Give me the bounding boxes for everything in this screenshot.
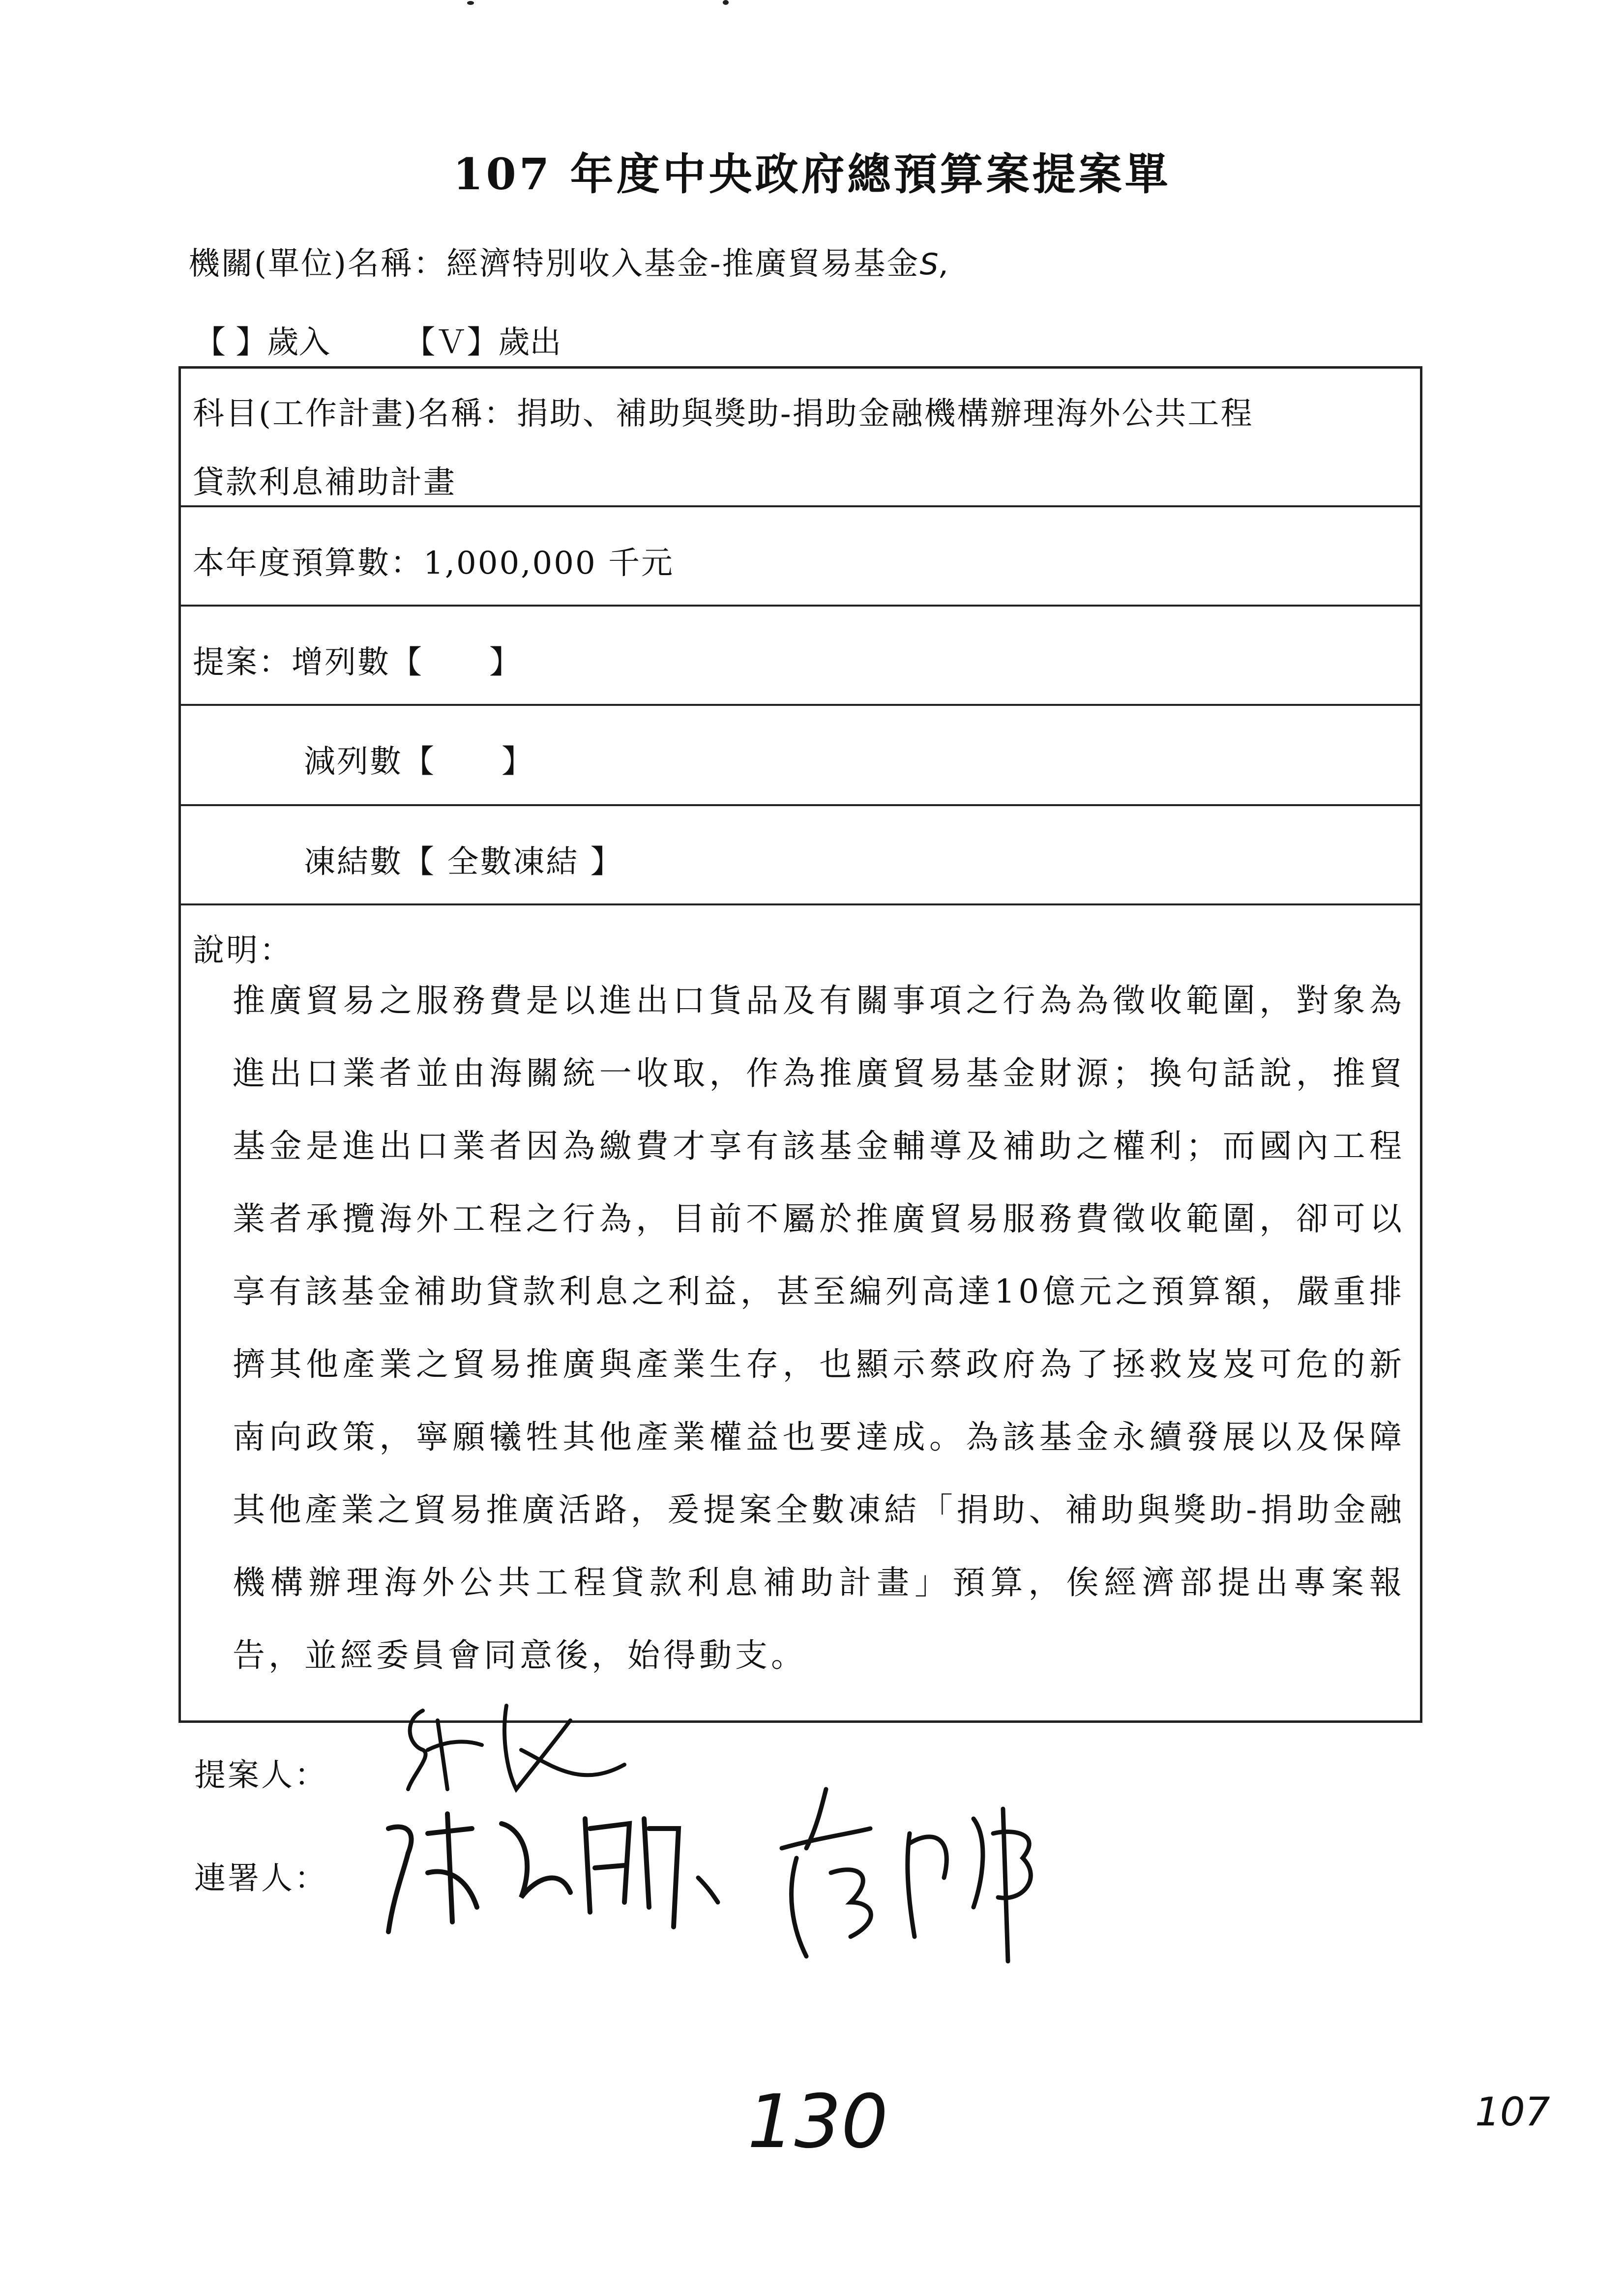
- handwritten-page-number: 130: [747, 2079, 888, 2165]
- cosigner-signature-2: [767, 1779, 1062, 1966]
- description-section: [181, 905, 1420, 1720]
- cosigner-separator: [688, 1868, 728, 1907]
- subject-line-1: 科目(工作計畫)名稱：捐助、補助與獎助-捐助金融機構辦理海外公共工程: [193, 396, 1254, 432]
- document-title: 107 年度中央政府總預算案提案單: [453, 148, 1171, 200]
- subject-row: [181, 369, 1420, 507]
- agency-label: 機關(單位)名稱：: [188, 246, 446, 282]
- corner-number: 107: [1475, 2089, 1550, 2135]
- budget-row: [181, 507, 1420, 607]
- freeze-amount: 凍結數【 全數凍結 】: [304, 844, 623, 880]
- subject-line-2: 貸款利息補助計畫: [193, 465, 456, 501]
- expenditure-check: 【Ｖ】歲出: [404, 324, 561, 361]
- increase-row: [181, 607, 1420, 706]
- agency-handwritten-mark: S,: [919, 247, 951, 282]
- agency-line: [188, 238, 951, 284]
- cosigner-label: 連署人：: [194, 1860, 328, 1897]
- increase-amount: 提案：增列數【 】: [193, 644, 522, 681]
- agency-value: 經濟特別收入基金-推廣貿易基金: [446, 246, 920, 282]
- description-body: 推廣貿易之服務費是以進出口貨品及有關事項之行為為徵收範圍，對象為進出口業者並由海關統一收取，作為推廣貿易基金財源；換句話說，推貿基金是進出口業者因為繳費才享有該基金輔導及補助之權利；而國內工程業者承攬海外工程之行為，目前不屬於推廣貿易服務費徵收範圍，卻可以享有該基金補助貸款利息之利益，甚至編列高達10億元之預算額，嚴重排擠其他產業之貿易推廣與產業生存，也顯示蔡政府為了拯救岌岌可危的新南向政策，寧願犧牲其他產業權益也要達成。為該基金永續發展以及保障其他產業之貿易推廣活路，爰提案全數凍結「捐助、補助與獎助-捐助金融機構辦理海外公共工程貸款利息補助計畫」預算，俟經濟部提出專案報告，並經委員會同意後，始得動支。: [233, 982, 1405, 1674]
- decrease-row: [181, 706, 1420, 806]
- proposer-signature: [393, 1691, 649, 1814]
- scan-speck: [723, 0, 729, 5]
- revenue-expenditure-checks: [194, 317, 561, 362]
- freeze-row: [181, 806, 1420, 905]
- budget-amount: 本年度預算數：1,000,000 千元: [193, 545, 675, 581]
- description-label: 說明：: [193, 932, 293, 969]
- cosigner-signature-1: [374, 1799, 688, 1947]
- proposer-label: 提案人：: [194, 1757, 328, 1794]
- proposal-form-table: [178, 366, 1422, 1723]
- decrease-amount: 減列數【 】: [304, 744, 534, 780]
- revenue-check: 【 】歲入: [194, 324, 330, 361]
- scan-speck: [467, 1, 474, 5]
